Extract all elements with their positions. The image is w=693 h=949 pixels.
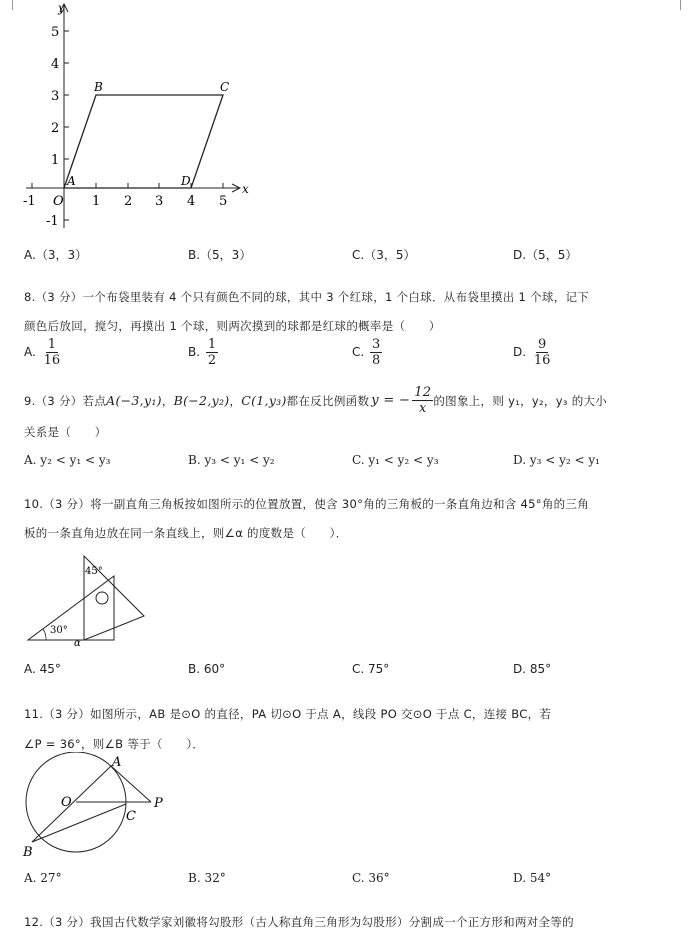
q9-func-fraction <box>412 385 433 416</box>
q9-text-line1 <box>24 385 607 416</box>
q12-text-line1: 12.（3 分）我国古代数学家刘徽将勾股形（古人称直角三角形为勾股形）分割成一个正方形和两对全等的 <box>24 915 574 929</box>
point-b-label: B <box>94 80 103 94</box>
q10-option-c[interactable]: C. 75° <box>352 662 390 676</box>
q9-separator: ， <box>161 393 174 408</box>
q11-option-b[interactable]: B. 32° <box>188 871 226 885</box>
q10-option-b[interactable]: B. 60° <box>188 662 226 676</box>
x-tick-label: 1 <box>92 194 101 209</box>
q11-text-line2: ∠P = 36°，则∠B 等于（ ）． <box>24 737 205 751</box>
q9-suffix: 的图象上，则 y₁，y₂，y₃ 的大小 <box>433 393 608 408</box>
point-d-label: D <box>181 174 191 188</box>
x-tick-label: -1 <box>23 194 36 209</box>
x-tick-label: 3 <box>155 194 164 209</box>
y-tick-label: 3 <box>51 89 60 104</box>
q8-option-d[interactable] <box>513 337 552 368</box>
numerator: 1 <box>47 337 57 352</box>
x-tick-label: 2 <box>124 194 133 209</box>
q9-option-b[interactable]: B. y₃ < y₁ < y₂ <box>188 453 275 467</box>
tangent-pa <box>111 766 151 802</box>
ruler-hole <box>96 592 108 604</box>
q11-option-c[interactable]: C. 36° <box>352 871 390 885</box>
q10-option-d[interactable]: D. 85° <box>513 662 552 676</box>
q11-text-line1: 11.（3 分）如图所示，AB 是⊙O 的直径，PA 切⊙O 于点 A，线段 PO 交⊙O 于点 C，连接 BC，若 <box>24 707 552 721</box>
q8-option-c[interactable] <box>352 337 382 368</box>
denominator: 16 <box>43 353 61 368</box>
fraction <box>532 337 553 368</box>
y-axis-label: y <box>58 1 65 15</box>
q9-separator: ， <box>229 393 242 408</box>
q8-option-a[interactable] <box>24 337 62 368</box>
q9-prefix: 9.（3 分）若点 <box>24 393 107 408</box>
q10-text-line1: 10.（3 分）将一副直角三角板按如图所示的位置放置，使含 30°角的三角板的一条直角边和含 45°角的三角 <box>24 497 590 511</box>
q9-option-a[interactable]: A. y₂ < y₁ < y₃ <box>24 453 111 467</box>
q11-option-a[interactable]: A. 27° <box>24 871 62 885</box>
q9-point-b: B(−2,y₂) <box>173 393 230 408</box>
q10-text-line2: 板的一条直角边放在同一条直线上，则∠α 的度数是（ ）． <box>24 526 348 540</box>
x-tick-label: 5 <box>219 194 228 209</box>
y-tick-label: 4 <box>51 57 60 72</box>
numerator: 9 <box>538 337 547 352</box>
fraction <box>42 337 63 368</box>
q11-option-d[interactable]: D. 54° <box>513 871 552 885</box>
q9-option-c[interactable]: C. y₁ < y₂ < y₃ <box>352 453 439 467</box>
q7-option-b[interactable]: B.（5，3） <box>188 248 252 262</box>
point-p-label: P <box>154 796 163 811</box>
q9-point-c: C(1,y₃) <box>241 393 287 408</box>
q7-option-a[interactable]: A.（3，3） <box>24 248 88 262</box>
triangle-30 <box>28 576 114 640</box>
q9-point-a: A(−3,y₁) <box>106 393 162 408</box>
q7-coordinate-graph <box>18 0 258 235</box>
angle-45-label: 45° <box>85 566 103 577</box>
q10-option-a[interactable]: A. 45° <box>24 662 61 676</box>
q8-text-line2: 颜色后放回，搅匀，再摸出 1 个球，则两次摸到的球都是红球的概率是（ ） <box>24 319 441 333</box>
q7-option-c[interactable]: C.（3，5） <box>352 248 416 262</box>
top-left-corner-mark <box>2 0 13 10</box>
q7-option-d[interactable]: D.（5，5） <box>513 248 578 262</box>
x-tick-label: 4 <box>187 194 196 209</box>
numerator: 3 <box>372 337 381 352</box>
q9-option-d[interactable]: D. y₃ < y₂ < y₁ <box>513 453 600 467</box>
point-c-label: C <box>126 809 136 824</box>
angle-30-label: 30° <box>50 625 68 636</box>
option-letter: B. <box>188 345 201 359</box>
parallelogram-abcd <box>64 95 223 188</box>
y-tick-label: 2 <box>51 121 60 136</box>
point-b-label: B <box>23 845 33 860</box>
q8-option-b[interactable] <box>188 337 218 368</box>
q10-triangle-figure <box>22 552 152 647</box>
denominator: 16 <box>533 353 551 368</box>
fraction <box>370 337 382 368</box>
point-a-label: A <box>67 174 76 188</box>
option-letter: C. <box>352 345 365 359</box>
origin-label: O <box>53 194 64 209</box>
option-letter: A. <box>24 345 36 359</box>
option-letter: D. <box>513 345 527 359</box>
y-tick-label: 5 <box>51 25 60 40</box>
denominator: 2 <box>207 353 217 368</box>
denominator: x <box>418 401 427 416</box>
alpha-label: α <box>74 638 81 647</box>
q8-text-line1: 8.（3 分）一个布袋里装有 4 个只有颜色不同的球，其中 3 个红球，1 个白球．从布袋里摸出 1 个球，记下 <box>24 290 590 304</box>
y-tick-label: 1 <box>51 153 60 168</box>
numerator: 12 <box>414 385 432 400</box>
q9-mid-text: 都在反比例函数 <box>286 393 370 408</box>
denominator: 8 <box>372 353 381 368</box>
x-axis-label: x <box>242 182 249 196</box>
angle-arc-30 <box>43 629 46 640</box>
y-tick-label: -1 <box>46 214 59 229</box>
point-c-label: C <box>220 80 230 94</box>
fraction <box>206 337 218 368</box>
top-right-corner-mark <box>680 0 691 10</box>
q11-circle-figure <box>18 752 178 862</box>
numerator: 1 <box>207 337 217 352</box>
point-a-label: A <box>112 755 122 770</box>
point-o-label: O <box>61 795 72 810</box>
q9-text-line2: 关系是（ ） <box>24 425 107 439</box>
q9-func-lhs: y = − <box>371 393 411 408</box>
